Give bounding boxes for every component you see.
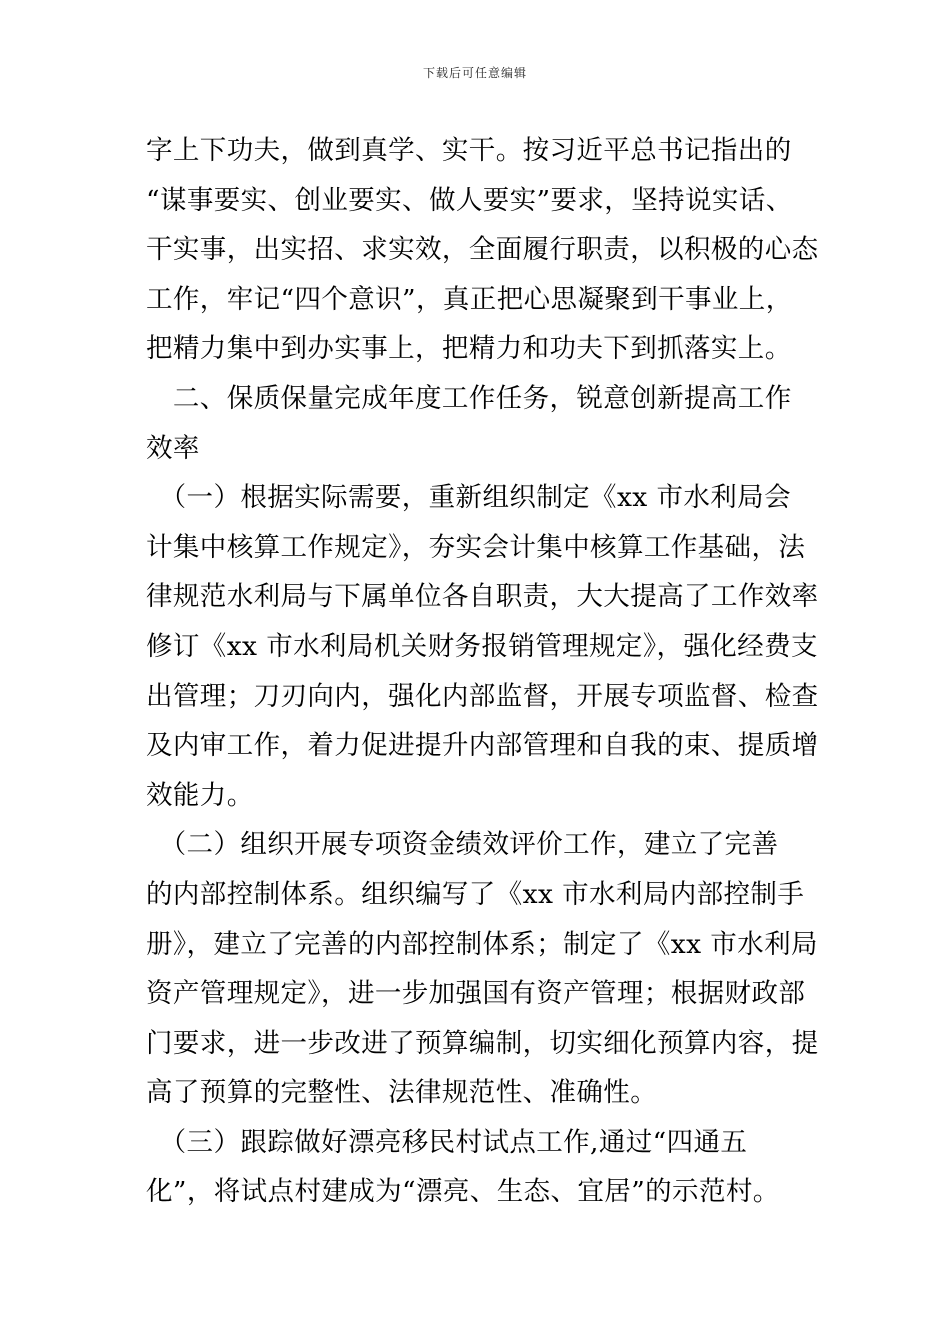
text-line: 字上下功夫，做到真学、实干。按习近平总书记指出的 — [146, 135, 792, 166]
text-line: 计集中核算工作规定》，夯实会计集中核算工作基础，法 — [146, 531, 806, 563]
text-line: （三）跟踪做好漂亮移民村试点工作,通过“四通五 — [146, 1126, 748, 1158]
text-line: 化”，将试点村建成为“漂亮、生态、宜居”的示范村。 — [146, 1176, 780, 1208]
text-line: 及内审工作，着力促进提升内部管理和自我的束、提质增 — [146, 730, 819, 762]
text-line: 效能力。 — [146, 779, 254, 811]
text-line: （一）根据实际需要，重新组织制定《xx 市水利局会 — [146, 482, 791, 514]
document-body — [146, 126, 819, 1217]
text-line: 资产管理规定》，进一步加强国有资产管理；根据财政部 — [146, 978, 806, 1010]
text-line: （二）组织开展专项资金绩效评价工作，建立了完善 — [146, 829, 779, 861]
text-line: 的内部控制体系。组织编写了《xx 市水利局内部控制手 — [146, 878, 805, 910]
section-heading: 二、保质保量完成年度工作任务，锐意创新提高工作 — [146, 382, 792, 414]
text-line: 出管理；刀刃向内，强化内部监督，开展专项监督、检查 — [146, 680, 819, 712]
text-line: 把精力集中到办实事上，把精力和功夫下到抓落实上。 — [146, 333, 792, 365]
text-line: 高了预算的完整性、法律规范性、准确性。 — [146, 1077, 658, 1109]
page-header: 下载后可任意编辑 — [422, 66, 527, 80]
text-line: 干实事，出实招、求实效，全面履行职责，以积极的心态 — [146, 234, 819, 266]
text-line: 修订《xx 市水利局机关财务报销管理规定》，强化经费支 — [146, 630, 818, 662]
text-line: 律规范水利局与下属单位各自职责，大大提高了工作效率 — [146, 581, 819, 613]
text-line: 工作，牢记“四个意识”，真正把心思凝聚到干事业上， — [146, 283, 793, 315]
section-heading-cont: 效率 — [146, 432, 200, 464]
text-line: 门要求，进一步改进了预算编制，切实细化预算内容，提 — [146, 1027, 819, 1059]
text-line: “谋事要实、创业要实、做人要实”要求，坚持说实话、 — [146, 184, 793, 216]
text-line: 册》，建立了完善的内部控制体系；制定了《xx 市水利局 — [146, 928, 818, 960]
